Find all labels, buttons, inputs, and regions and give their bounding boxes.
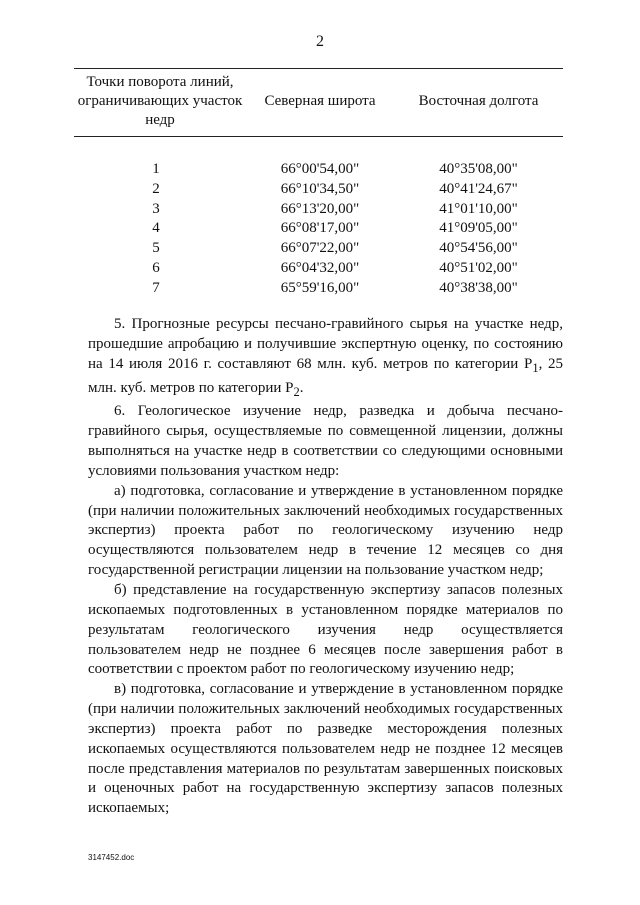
table-row [74, 160, 563, 180]
longitude-cell: 40°35'08,00" [439, 161, 518, 177]
table-row [74, 219, 563, 239]
longitude-cell: 40°51'02,00" [439, 259, 518, 276]
list-item: в) подготовка, согласование и утверждение в установленном порядке (при наличии положительных заключений необходимых государственных экспертиз) проекта работ по разведке месторождения полезных ископаемых осуществляются пользователем недр не позднее 12 месяцев после представления материалов по результатам завершенных поисковых и оценочных работ на государственную экспертизу запасов полезных ископаемых; [88, 681, 563, 817]
paragraph-5-text: 5. Прогнозные ресурсы песчано-гравийного сырья на участке недр, прошедшие апробацию и получившие экспертную оценку, по состоянию на 14 июля 2016 г. составляют 68 млн. куб. метров по категории P [88, 316, 563, 372]
latitude-cell: 65°59'16,00" [280, 279, 360, 296]
point-number: 1 [152, 161, 160, 177]
point-number: 5 [152, 240, 160, 257]
latitude-cell: 66°10'34,50" [280, 180, 360, 197]
table-header-row [74, 69, 563, 137]
point-number: 2 [152, 180, 160, 197]
table-row [74, 279, 563, 299]
table-row [74, 239, 563, 259]
longitude-cell: 40°41'24,67" [439, 180, 518, 197]
point-number: 4 [152, 220, 160, 237]
longitude-cell: 41°01'10,00" [439, 200, 518, 217]
table-row [74, 180, 563, 200]
paragraph-6: 6. Геологическое изучение недр, разведка и добыча песчано-гравийного сырья, осуществляемые по совмещенной лицензии, должны выполняться на участке недр в соответствии со следующими основными условиями пользования участком недр: [88, 403, 563, 479]
longitude-cell: 40°38'38,00" [439, 279, 518, 296]
list-item: б) представление на государственную экспертизу запасов полезных ископаемых подготовленных в установленном порядке материалов по результатам геологического изучения недр осуществляется пользователем недр не позднее 6 месяцев после завершения работ в соответствии с проектом работ по геологическому изучению недр; [88, 581, 563, 678]
longitude-cell: 40°54'56,00" [439, 240, 518, 257]
table-row [74, 259, 563, 279]
point-number: 7 [152, 279, 160, 296]
subscript-1: 1 [532, 360, 539, 375]
paragraph-5 [88, 315, 563, 402]
header-points: Точки поворота линий, ограничивающих участок недр [74, 69, 246, 137]
latitude-cell: 66°04'32,00" [280, 259, 360, 276]
latitude-cell: 66°13'20,00" [280, 200, 360, 217]
point-number: 6 [152, 259, 160, 276]
file-name-footer: 3147452.doc [88, 853, 135, 862]
longitude-cell: 41°09'05,00" [439, 220, 518, 237]
latitude-cell: 66°08'17,00" [280, 220, 360, 237]
point-number: 3 [152, 200, 160, 217]
header-latitude: Северная широта [246, 69, 394, 137]
header-longitude: Восточная долгота [394, 69, 563, 137]
paragraph-5-text-end: . [299, 379, 304, 396]
subscript-2: 2 [293, 384, 300, 399]
list-item: а) подготовка, согласование и утверждение в установленном порядке (при наличии положительных заключений необходимых государственных экспертиз) проекта работ по геологическому изучению недр осуществляются пользователем недр в течение 12 месяцев со дня государственной регистрации лицензии на пользование участком недр; [88, 482, 563, 579]
document-body [88, 315, 563, 819]
coordinates-table [74, 68, 563, 299]
latitude-cell: 66°00'54,00" [280, 161, 360, 177]
table-row [74, 200, 563, 220]
page-number: 2 [316, 33, 324, 50]
paragraph-5-text-mid: , 25 млн. куб. метров по категории P [88, 355, 563, 396]
latitude-cell: 66°07'22,00" [280, 240, 360, 257]
